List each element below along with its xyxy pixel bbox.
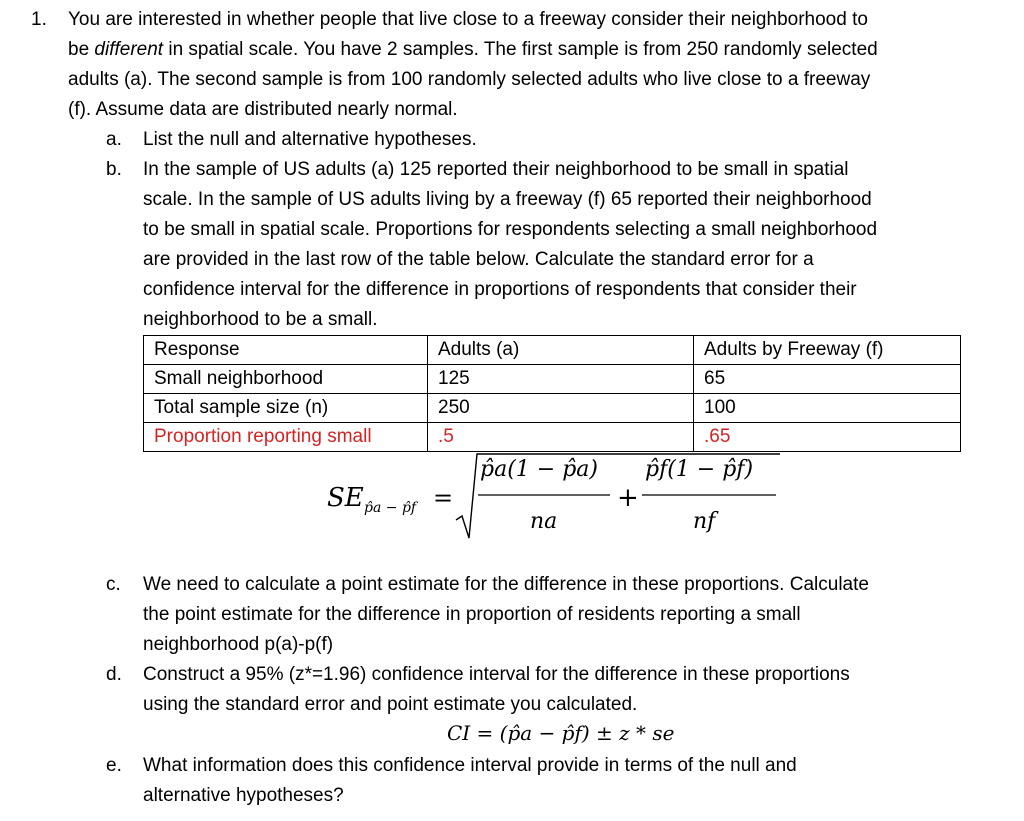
- table-cell: .5: [428, 423, 694, 452]
- part-b-letter: b.: [106, 159, 122, 180]
- denominator-f: nf: [693, 509, 716, 534]
- question-line-2-prefix: be: [68, 39, 95, 60]
- part-b-line-5: confidence interval for the difference in proportions of respondents that consider their: [143, 279, 857, 300]
- part-a-line-1: List the null and alternative hypotheses.: [143, 129, 477, 150]
- part-c-line-1: We need to calculate a point estimate for the difference in these proportions. Calculate: [143, 574, 869, 595]
- part-d-letter: d.: [106, 664, 122, 685]
- question-number: 1.: [31, 9, 47, 30]
- question-line-4: (f). Assume data are distributed nearly normal.: [68, 99, 458, 120]
- table-cell: 250: [428, 394, 694, 423]
- table-header-row: [144, 336, 961, 365]
- table-cell: Total sample size (n): [144, 394, 428, 423]
- table-row: [144, 365, 961, 394]
- table-cell: Proportion reporting small: [144, 423, 428, 452]
- se-formula: [0, 448, 1024, 548]
- numerator-f: p̂f(1 − p̂f): [645, 457, 754, 482]
- table-row: [144, 394, 961, 423]
- table-header-response: Response: [144, 336, 428, 365]
- part-b-line-6: neighborhood to be a small.: [143, 309, 378, 330]
- se-equals: =: [433, 484, 454, 512]
- ci-formula: CI = (p̂a − p̂f) ± z * se: [447, 721, 675, 745]
- part-c-letter: c.: [106, 574, 121, 595]
- part-d-line-1: Construct a 95% (z*=1.96) confidence interval for the difference in these proportions: [143, 664, 850, 685]
- part-b-line-3: to be small in spatial scale. Proportions for respondents selecting a small neighborhood: [143, 219, 878, 240]
- numerator-a: p̂a(1 − p̂a): [480, 457, 598, 482]
- part-e-line-1: What information does this confidence interval provide in terms of the null and: [143, 755, 797, 776]
- table-header-freeway: Adults by Freeway (f): [694, 336, 961, 365]
- part-b-line-4: are provided in the last row of the table below. Calculate the standard error for a: [143, 249, 814, 270]
- part-c-line-2: the point estimate for the difference in proportion of residents reporting a small: [143, 604, 801, 625]
- question-line-3: adults (a). The second sample is from 100 randomly selected adults who live close to a freeway: [68, 69, 871, 90]
- se-subscript: p̂a − p̂f: [364, 500, 417, 516]
- part-d-line-2: using the standard error and point estimate you calculated.: [143, 694, 638, 715]
- question-line-1: You are interested in whether people that live close to a freeway consider their neighborhood to: [68, 9, 868, 30]
- question-line-2: [68, 38, 878, 62]
- table-cell: Small neighborhood: [144, 365, 428, 394]
- table-cell: 125: [428, 365, 694, 394]
- part-c-line-3: neighborhood p(a)-p(f): [143, 634, 334, 655]
- part-a-letter: a.: [106, 129, 122, 150]
- question-line-2-rest: in spatial scale. You have 2 samples. The first sample is from 250 randomly selected: [168, 39, 878, 60]
- emphasis-different: different: [94, 39, 164, 60]
- table-cell: .65: [694, 423, 961, 452]
- part-b-line-2: scale. In the sample of US adults living by a freeway (f) 65 reported their neighborhood: [143, 189, 872, 210]
- part-e-letter: e.: [106, 755, 122, 776]
- table-cell: 65: [694, 365, 961, 394]
- plus-sign: +: [617, 483, 639, 513]
- table-header-adults: Adults (a): [428, 336, 694, 365]
- part-b-line-1: In the sample of US adults (a) 125 reported their neighborhood to be small in spatial: [143, 159, 849, 180]
- part-e-line-2: alternative hypotheses?: [143, 785, 344, 806]
- se-lhs: SE: [327, 483, 364, 513]
- table-cell: 100: [694, 394, 961, 423]
- proportions-table: [143, 335, 961, 452]
- denominator-a: na: [530, 509, 558, 534]
